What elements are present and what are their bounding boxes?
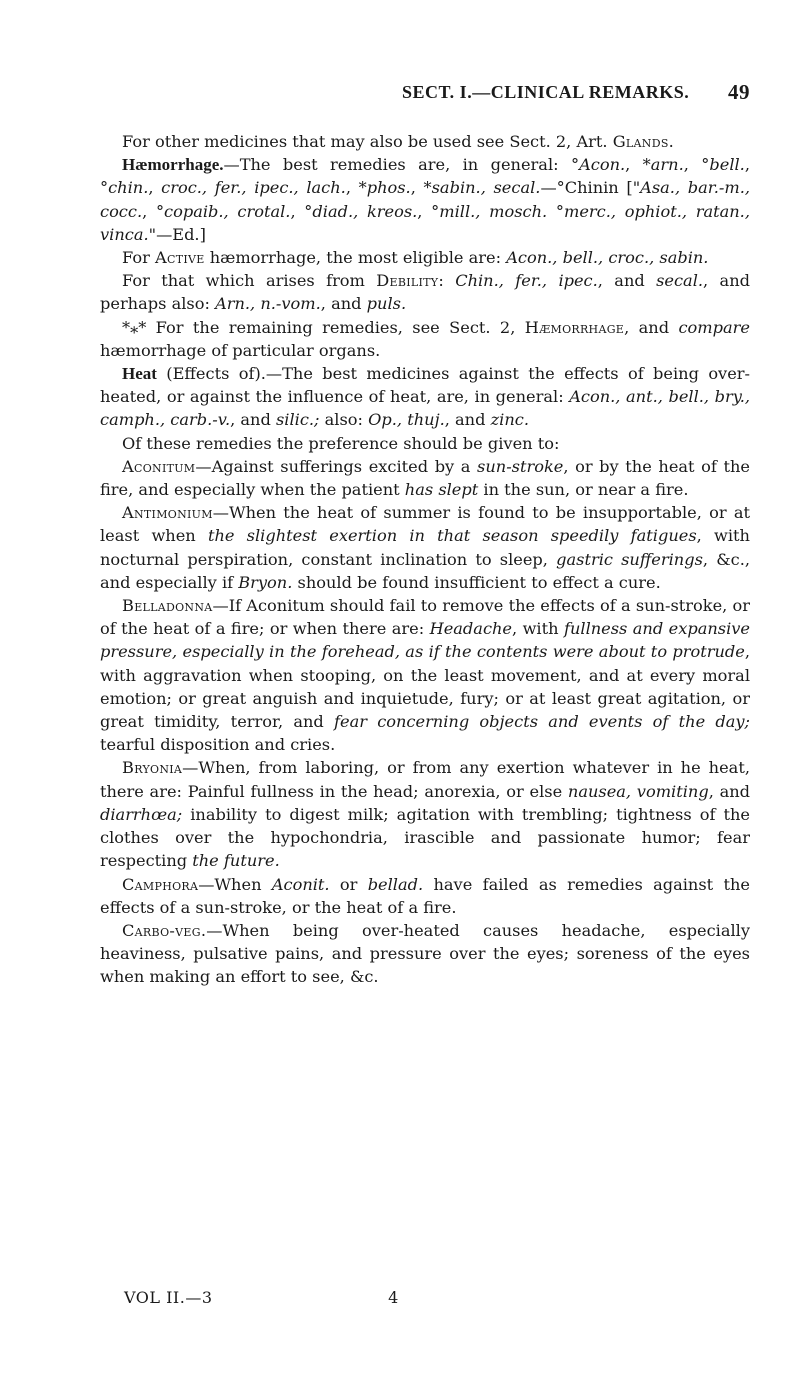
paragraph xyxy=(100,316,750,362)
text-run: , and xyxy=(230,410,276,430)
paragraph xyxy=(100,130,750,153)
italic-run: "Asa., bar.-m., cocc. xyxy=(100,178,750,221)
text-run: , ° xyxy=(417,201,440,221)
text-run: , ° xyxy=(290,201,313,221)
text-run: "—Ed.] xyxy=(148,224,206,244)
paragraph xyxy=(100,756,750,872)
text-run: For that which arises from xyxy=(122,271,377,291)
italic-run: Arn., n.-vom. xyxy=(215,294,321,314)
text-run: , &c., and especially if xyxy=(100,549,750,592)
italic-run: bellad. xyxy=(367,874,424,894)
text-run: —When being over-heated causes headache, especially heaviness, pulsative pains, and pressure over the eyes; soreness of the eyes when making an effort to see, &c. xyxy=(100,920,750,987)
italic-run: diad., kreos. xyxy=(312,201,418,221)
text-run: For xyxy=(122,248,155,268)
text-run: : xyxy=(438,271,456,291)
paragraph xyxy=(100,362,750,432)
text-run: , and xyxy=(624,317,679,337)
text-run: hæmorrhage of particular organs. xyxy=(100,340,381,360)
italic-run: merc., ophiot., ratan., vinca. xyxy=(100,201,750,244)
paragraph xyxy=(100,269,750,315)
text-run: , and xyxy=(320,294,367,314)
text-run: , * xyxy=(345,178,367,198)
paragraph xyxy=(100,246,750,269)
italic-run: the slightest exertion in that season speedily fatigues xyxy=(207,526,697,546)
italic-run: Acon. xyxy=(579,155,626,175)
text-run: —Against sufferings excited by a xyxy=(195,456,478,476)
italic-run: Chin., fer., ipec. xyxy=(455,271,598,291)
entry-heading: Heat xyxy=(122,364,157,384)
volume-mark: VOL II.—3 xyxy=(124,1288,213,1307)
italic-run: fear concerning objects and events of the day; xyxy=(334,712,750,732)
italic-run: bell. xyxy=(709,155,745,175)
italic-run: sabin., secal. xyxy=(431,178,541,198)
italic-run: Acon., ant., bell., bry., camph., carb.-v. xyxy=(100,387,751,430)
text-run: tearful disposition and cries. xyxy=(100,735,336,755)
small-caps-run: Antimonium xyxy=(122,503,213,523)
text-run: , * xyxy=(410,178,432,198)
paragraph xyxy=(100,501,750,594)
paragraph xyxy=(100,594,750,756)
italic-run: Op., thuj. xyxy=(368,410,445,430)
text-run: , ° xyxy=(142,201,165,221)
text-run: , ° xyxy=(683,155,710,175)
italic-run: gastric sufferings xyxy=(556,549,703,569)
text-run: also: xyxy=(319,410,369,430)
running-header xyxy=(102,82,750,106)
text-run: —When the heat of summer is found to be insupportable, or at least when xyxy=(100,503,750,546)
text-run: , xyxy=(148,178,162,198)
italic-run: chin. xyxy=(108,178,149,198)
entry-heading: Hæmorrhage. xyxy=(122,155,224,175)
italic-run: Acon., bell., croc., sabin. xyxy=(506,248,709,268)
italic-run: copaib., crotal. xyxy=(164,201,291,221)
small-caps-run: Camphora xyxy=(122,874,199,894)
small-caps-run: Debility xyxy=(376,271,439,291)
text-run: , or by the heat of the fire, and especially when the patient xyxy=(100,456,750,500)
italic-run: arn. xyxy=(650,155,684,175)
small-caps-run: Belladonna xyxy=(122,596,213,616)
paragraph xyxy=(100,432,750,455)
italic-run: the future. xyxy=(192,851,280,871)
page-footer xyxy=(124,1288,399,1307)
text-run: . xyxy=(668,132,674,151)
page-number: 49 xyxy=(728,80,750,104)
italic-run: diarrhœa; xyxy=(100,804,183,824)
paragraph xyxy=(100,919,750,989)
text-run: , with xyxy=(512,619,564,639)
text-run: should be found insufficient to effect a cure. xyxy=(292,572,661,592)
text-run: , * xyxy=(625,155,651,175)
italic-run: Headache xyxy=(429,619,513,639)
text-run: —The best remedies are, in general: ° xyxy=(223,155,580,175)
text-run: —If Aconitum should fail to remove the effects of a sun-stroke, or of the heat of a fire; or when there are: xyxy=(100,596,750,639)
text-run: , and xyxy=(597,271,657,291)
text-run: Of these remedies the preference should be given to: xyxy=(122,433,560,453)
paragraph xyxy=(100,153,750,246)
body-text xyxy=(100,130,750,989)
text-run: —When, from laboring, or from any exertion whatever in he heat, there are: Painful fullness in the head; anorexia, or else xyxy=(100,758,750,801)
italic-run: secal. xyxy=(656,271,704,291)
text-run: , with nocturnal perspiration, constant inclination to sleep, xyxy=(100,526,750,569)
italic-run: compare xyxy=(678,317,750,337)
text-run: —When xyxy=(198,874,272,894)
italic-run: croc., fer., ipec., lach. xyxy=(161,178,346,198)
small-caps-run: Hæmorrhage xyxy=(524,317,625,337)
text-run: For other medicines that may also be used see Sect. 2, Art. xyxy=(122,132,613,151)
italic-run: zinc. xyxy=(490,410,529,430)
paragraph xyxy=(100,455,750,501)
small-caps-run: Active xyxy=(154,248,205,268)
italic-run: sun-stroke xyxy=(477,456,564,476)
italic-run: Bryon. xyxy=(238,572,293,592)
italic-run: fullness and expansive pressure, especially in the forehead, as if the contents were about to protrude xyxy=(100,619,750,662)
italic-run: silic.; xyxy=(275,410,320,430)
text-run: , with aggravation when stooping, on the least movement, and at every moral emotion; or great anguish and inquietude, fury; or at least great agitation, or great timidity, terror, and xyxy=(100,642,750,732)
text-run: , and xyxy=(444,410,491,430)
text-run: , and xyxy=(708,781,751,801)
small-caps-run: Carbo-veg. xyxy=(122,920,207,940)
text-run: inability to digest milk; agitation with trembling; tightness of the clothes over the hypochondria, irascible and passionate humor; fear respecting xyxy=(100,804,750,871)
text-run: in the sun, or near a fire. xyxy=(478,480,689,500)
small-caps-run: Aconitum xyxy=(122,456,196,476)
small-caps-run: Glands xyxy=(612,132,669,151)
text-run: hæmorrhage, the most eligible are: xyxy=(204,248,507,268)
running-title: SECT. I.—CLINICAL REMARKS. xyxy=(402,82,690,102)
italic-run: nausea, vomiting xyxy=(567,781,709,801)
paragraph xyxy=(100,873,750,919)
small-caps-run: Bryonia xyxy=(122,758,183,778)
text-run: (Effects of).—The best medicines against the effects of being over-heated, or against the influence of heat, are, in general: xyxy=(100,364,750,407)
text-run: or xyxy=(329,874,368,894)
italic-run: puls. xyxy=(366,294,407,314)
signature-mark: 4 xyxy=(388,1288,399,1307)
text-run: *⁎* For the remaining remedies, see Sect. 2, xyxy=(122,317,525,337)
text-run: , and perhaps also: xyxy=(100,271,750,314)
text-run: ° xyxy=(547,201,564,221)
italic-run: mill., mosch. xyxy=(439,201,548,221)
text-run: —°Chinin [ xyxy=(540,178,633,198)
text-run: have failed as remedies against the effects of a sun-stroke, or the heat of a fire. xyxy=(100,874,750,917)
italic-run: Aconit. xyxy=(271,874,330,894)
italic-run: has slept xyxy=(404,480,479,500)
italic-run: phos. xyxy=(366,178,411,198)
text-run: , ° xyxy=(100,155,750,198)
